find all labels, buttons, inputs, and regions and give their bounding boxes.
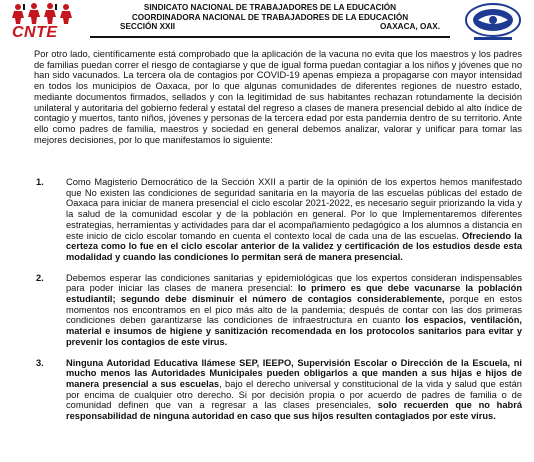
- union-name: SINDICATO NACIONAL DE TRABAJADORES DE LA EDUCACIÓN: [143, 3, 397, 12]
- list-item-text: [66, 358, 522, 422]
- intro-paragraph: Por otro lado, científicamente está comprobado que la aplicación de la vacuna no evita que los maestros y los padres de familias puedan correr el riesgo de contagiarse y que de igual forma puedan contagiar a los niños y jóvenes que no han sido vacunados. La tercera ola de contagios por COVID-19 apenas empieza a propagarse con mayor intensidad en todos los municipios de Oaxaca, por lo que algunas comunidades de diferentes regiones de nuestro estado, mediante documentos firmados, sellados y con la legitimidad de sus habitantes rechazan rotundamente la decisión unilateral y autoritaria del gobierno federal y estatal del regreso a clases de manera presencial debido al alto índice de contagio y muertos, tanto niños, jóvenes y personas de la tercera edad por esta pandemia dentro de su territorio. Ante ello como padres de familia, maestros y sociedad en general debemos analizar, valorar y unificar para tomar las mejores decisiones, por lo que manifestamos lo siguiente:: [34, 49, 522, 145]
- list-item: [34, 273, 522, 348]
- city-label: OAXACA, OAX.: [379, 22, 440, 32]
- list-item-number: 1.: [36, 177, 44, 187]
- emphasis-text: Ofreciendo la certeza como lo fue en el ciclo escolar anterior de la validez y certificación de los estudios desde esta modalidad y cuando las condiciones lo permitan será de manera presencial.: [66, 230, 522, 262]
- body-text: Como Magisterio Democrático de la Sección XXII a partir de la opinión de los expertos hemos manifestado que No existen las condiciones de seguridad sanitaria en la mayoría de las escuelas públicas del estado de Oaxaca para iniciar de manera presencial el ciclo escolar 2021-2022, es necesario seguir priorizando la vida y la salud de la comunidad escolar y de la población en general. Por lo que Implementaremos diferentes estrategias, herramientas y actividades para dar el acompañamiento pedagógico a los alumnos a distancia en este inicio de ciclo escolar tomando en cuenta el contexto local de cada una de las escuelas.: [66, 177, 522, 241]
- body-text: , bajo el derecho universal y constitucional de la vida y salud que están por encima de cualquier otro derecho. Si por decisión propia o por acuerdo de padres de familia o de comunidad definen que van a regresar a las clases presenciales,: [66, 378, 522, 411]
- seal-icon: [462, 2, 524, 42]
- people-figures-icon: [10, 2, 74, 26]
- letterhead: [0, 0, 534, 44]
- emphasis-text: Ninguna Autoridad Educativa llámese SEP, IEEPO, Supervisión Escolar o Dirección de la Escuela, ni mucho menos las Autoridades Municipales pueden obligarlos a que manden a sus hijas e hijos de manera presencial a sus escuelas: [66, 357, 522, 389]
- section-label: SECCIÓN XXII: [120, 22, 176, 32]
- emphasis-text: los espacios, ventilación, material e insumos de higiene y sanitización recomendada en los protocolos sanitarios para evitar y prevenir los contagios de este virus.: [66, 315, 522, 347]
- emphasis-text: lo primero es que debe vacunarse la población estudiantil; segundo debe disminuir el número de contagios considerablemente,: [66, 283, 523, 305]
- cnte-logo: [6, 2, 78, 42]
- cnte-logo-text: CNTE: [12, 24, 58, 41]
- document-body: [34, 49, 522, 145]
- list-item-number: 2.: [36, 272, 44, 283]
- list-item-number: 3.: [36, 357, 44, 368]
- numbered-list: [34, 177, 522, 432]
- coordinator-name: COORDINADORA NACIONAL DE TRABAJADORES DE LA EDUCACIÓN: [131, 12, 409, 22]
- list-item-text: [66, 177, 522, 262]
- emphasis-text: solo recuerden que no habrá responsabilidad de ninguna autoridad en caso que sus hijos resulten contagiados por este virus.: [66, 400, 522, 422]
- body-text: porque en estos momentos nos encontramos en el pico más alto de la pandemia; después de contar con las dos primeras condiciones deben garantizarse las condiciones de infraestructura en cuanto: [66, 294, 522, 326]
- letterhead-text: [90, 3, 450, 32]
- body-text: Debemos esperar las condiciones sanitarias y epidemiológicas que los expertos consideran indispensables para poder iniciar las clases de manera presencial:: [66, 272, 522, 294]
- header-divider: [90, 36, 450, 38]
- snte-seal-logo: [462, 2, 524, 42]
- list-item: [34, 358, 522, 422]
- list-item-text: [66, 273, 522, 347]
- list-item: [34, 177, 522, 263]
